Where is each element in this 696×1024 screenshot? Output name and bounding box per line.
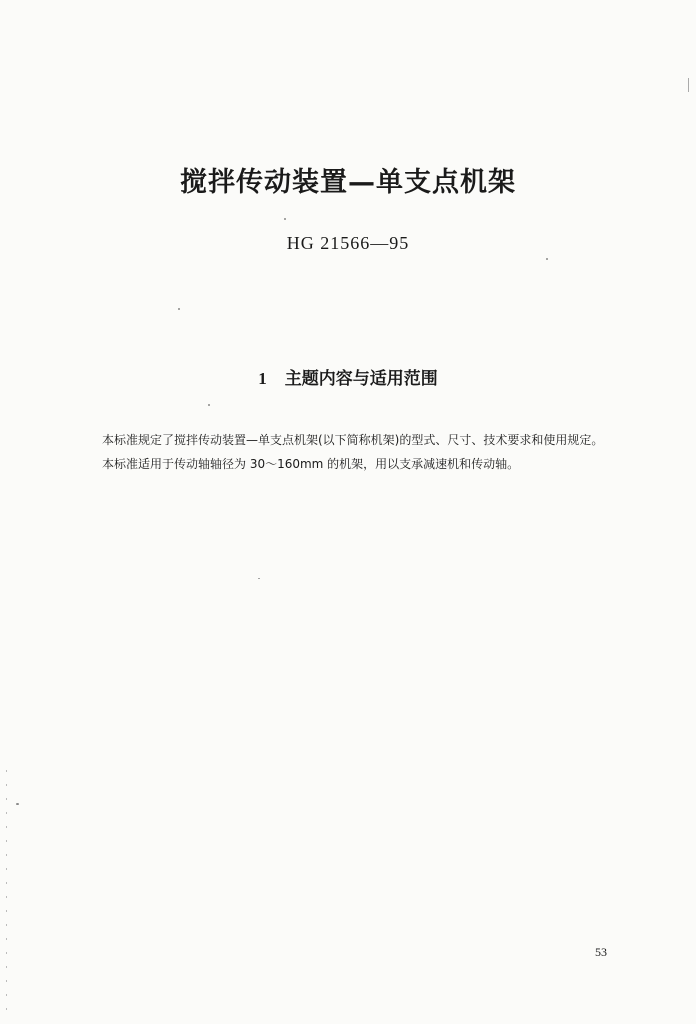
paragraph-scope-definition: 本标准规定了搅拌传动装置—单支点机架(以下简称机架)的型式、尺寸、技术要求和使用规定。 — [102, 433, 604, 447]
scan-edge-mark — [688, 78, 689, 92]
scan-speck — [178, 308, 180, 310]
body-text — [76, 428, 632, 476]
page-number: 53 — [595, 945, 607, 959]
scan-speck — [284, 218, 286, 220]
scan-speck — [546, 258, 548, 260]
document-title: 搅拌传动装置—单支点机架 — [180, 167, 516, 198]
standard-code: HG 21566—95 — [286, 233, 410, 253]
scan-speck — [16, 803, 19, 805]
scan-speck — [258, 578, 260, 579]
section-heading — [0, 364, 696, 389]
scan-speck — [208, 404, 210, 406]
section-title: 主题内容与适用范围 — [284, 369, 438, 389]
paragraph-applicability: 本标准适用于传动轴轴径为 30～160mm 的机架，用以支承减速机和传动轴。 — [102, 457, 520, 471]
scan-edge-mark — [6, 770, 7, 1020]
section-number: 1 — [258, 369, 267, 388]
